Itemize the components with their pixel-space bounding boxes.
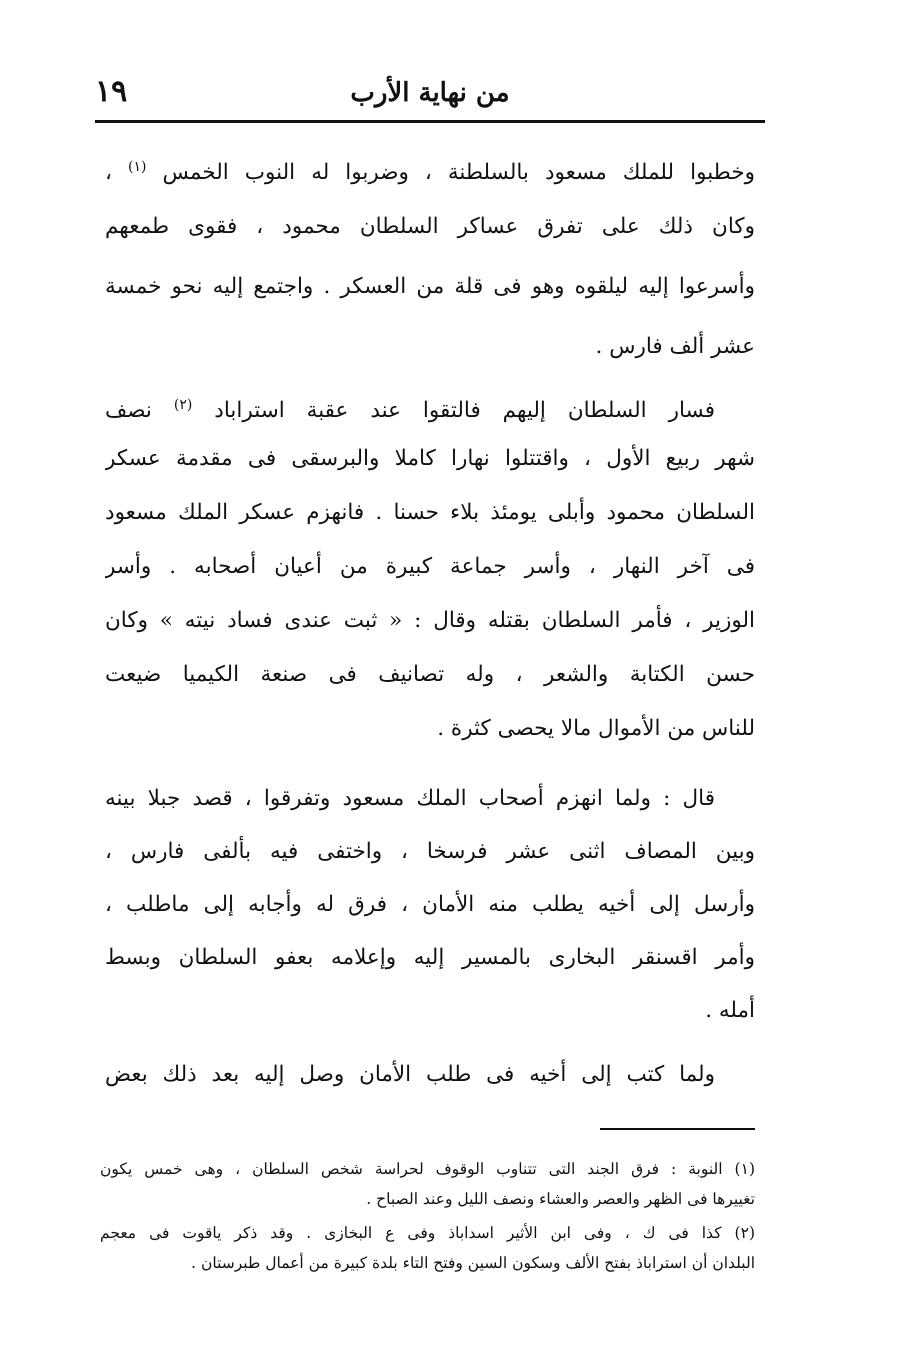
text-line: قال : ولما انهزم أصحاب الملك مسعود وتفرقوا ، قصد جبلا بينه xyxy=(105,786,715,811)
line-tail: نصف xyxy=(105,398,152,424)
line-tail: ، xyxy=(105,160,112,186)
page-number: ١٩ xyxy=(95,74,128,109)
text-line: ولما كتب إلى أخيه فى طلب الأمان وصل إليه بعد ذلك بعض xyxy=(105,1062,715,1087)
footnote-line: (١) النوبة : فرق الجند التى تتناوب الوقوف لحراسة شخص السلطان ، وهى خمس يكون xyxy=(100,1160,755,1178)
text-line: للناس من الأموال مالا يحصى كثرة . xyxy=(437,716,755,741)
footnote-line: تغييرها فى الظهر والعصر والعشاء ونصف الليل وعند الصباح . xyxy=(366,1190,755,1208)
text-line: السلطان محمود وأبلى يومئذ بلاء حسنا . فانهزم عسكر الملك مسعود xyxy=(105,500,755,525)
text-line-content: وخطبوا للملك مسعود بالسلطنة ، وضربوا له النوب الخمس xyxy=(162,160,755,186)
text-line: وكان ذلك على تفرق عساكر السلطان محمود ، فقوى طمعهم xyxy=(105,214,755,239)
footnote-line: البلدان أن استراباذ بفتح الألف وسكون السين وفتح التاء بلدة كبيرة من أعمال طبرستان . xyxy=(191,1254,755,1272)
footnote-ref-1: (١) xyxy=(128,159,147,175)
text-line: عشر ألف فارس . xyxy=(595,334,755,359)
text-line-content: فسار السلطان إليهم فالتقوا عند عقبة استراباد xyxy=(214,398,716,424)
text-line: وأمر اقسنقر البخارى بالمسير إليه وإعلامه بعفو السلطان وبسط xyxy=(105,945,755,970)
text-line xyxy=(105,140,755,194)
text-line: فى آخر النهار ، وأسر جماعة كبيرة من أعيان أصحابه . وأسر xyxy=(105,554,755,579)
footnote-ref-2: (٢) xyxy=(173,397,193,413)
text-line: أمله . xyxy=(705,998,755,1023)
text-line: شهر ربيع الأول ، واقتتلوا نهارا كاملا والبرسقى فى مقدمة عسكر xyxy=(105,446,755,471)
text-line: حسن الكتابة والشعر ، وله تصانيف فى صنعة الكيميا ضيعت xyxy=(105,662,755,687)
text-line xyxy=(105,378,755,432)
footnote-line: (٢) كذا فى ك ، وفى ابن الأثير اسداباذ وفى ع البخازى . وقد ذكر ياقوت فى معجم xyxy=(100,1224,755,1242)
text-line: وأسرعوا إليه ليلقوه وهو فى قلة من العسكر . واجتمع إليه نحو خمسة xyxy=(105,274,755,299)
text-line: وبين المصاف اثنى عشر فرسخا ، واختفى فيه بألفى فارس ، xyxy=(105,839,755,864)
header-rule xyxy=(95,120,765,123)
text-line: الوزير ، فأمر السلطان بقتله وقال : « ثبت عندى فساد نيته » وكان xyxy=(105,608,755,633)
running-title: من نهاية الأرب xyxy=(350,78,510,108)
page-header xyxy=(95,72,765,122)
text-line: وأرسل إلى أخيه يطلب منه الأمان ، فرق له وأجابه إلى ماطلب ، xyxy=(105,892,755,917)
footnote-rule xyxy=(600,1128,755,1130)
